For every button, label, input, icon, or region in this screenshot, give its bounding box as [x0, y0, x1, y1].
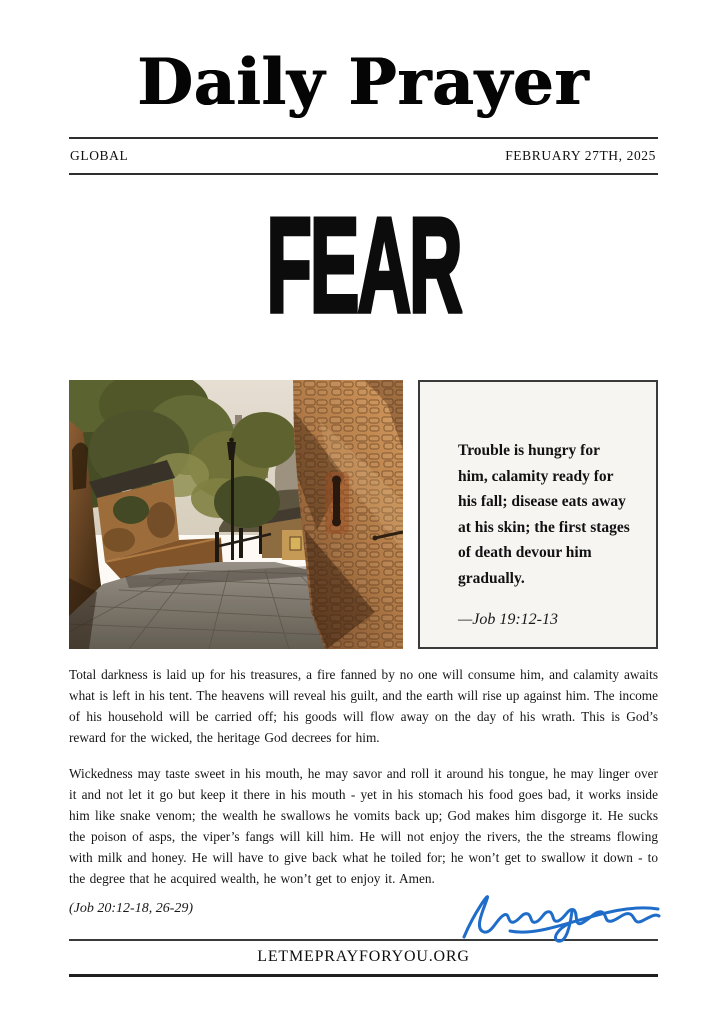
sign-off-row [69, 897, 658, 939]
media-row [69, 380, 658, 649]
signature-image [454, 885, 666, 947]
quote-citation: —Job 19:12-13 [458, 611, 558, 628]
masthead-title: Daily Prayer [137, 45, 590, 120]
street-photo [69, 380, 403, 649]
body-paragraph-1: Total darkness is laid up for his treasures, a fire fanned by no one will consume him, and calamity awaits what is left in his tent. The heavens will reveal his guilt, and the earth will rise up against him. The income of his household will be carried off; his goods will flow away on the day of his wrath. This is God’s reward for the wicked, the heritage God decrees for him. [69, 667, 658, 745]
dateline-date: FEBRUARY 27TH, 2025 [505, 148, 656, 163]
footer-site-url: LETMEPRAYFORYOU.ORG [257, 948, 470, 965]
headline-text: FEAR [266, 189, 461, 341]
quote-text: Trouble is hungry for him, calamity ready for his fall; disease eats away at his skin; the first stages of death devour him gradually. [458, 442, 630, 587]
body-paragraph-2: Wickedness may taste sweet in his mouth, he may savor and roll it around his tongue, he may linger over it and not let it go but keep it there in his mouth - yet in his stomach his food goes bad, it works inside him like snake venom; the wealth he swallows he vomits back up; God makes him disgorge it. He sucks the poison of asps, the viper’s fangs will kill him. He will not enjoy the rivers, the the streams flowing with milk and honey. He will have to give back what he toiled for; he won’t get to swallow it down - to the degree that he acquired wealth, he won’t get to enjoy it. Amen. [69, 766, 658, 886]
headline [69, 189, 658, 341]
scripture-quote-box [418, 380, 658, 649]
prayer-body [69, 664, 658, 939]
dateline-edition: GLOBAL [70, 148, 129, 163]
scripture-reference: (Job 20:12-18, 26-29) [69, 901, 194, 916]
dateline [69, 137, 658, 175]
